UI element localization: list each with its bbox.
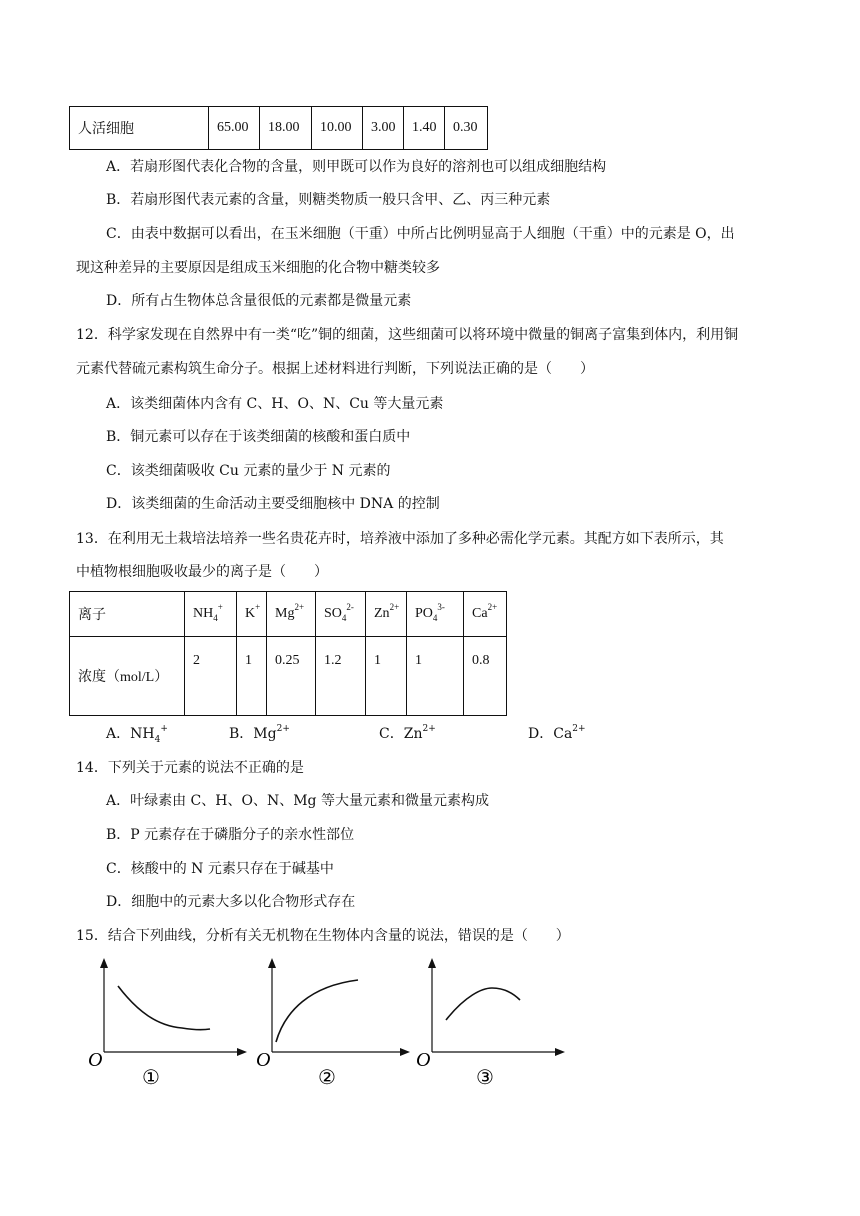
- table-cell: 65.00: [209, 107, 260, 150]
- ion-cell: $SO_4^{2-}$: [316, 592, 366, 637]
- origin-label: O: [256, 1049, 271, 1071]
- origin-label: O: [416, 1049, 431, 1071]
- q12-option-c: C．该类细菌吸收 Cu 元素的量少于 N 元素的: [106, 463, 391, 479]
- q14-option-d: D．细胞中的元素大多以化合物形式存在: [106, 894, 356, 910]
- ion-cell: $Zn^{2+}$: [366, 592, 407, 637]
- q13-stem-cont: 中植物根细胞吸收最少的离子是（ ）: [76, 564, 328, 580]
- graph-rise-then-fall: [410, 956, 580, 1086]
- q14-option-b: B．P 元素存在于磷脂分子的亲水性部位: [106, 827, 355, 843]
- graph-increasing: [250, 956, 420, 1086]
- concentration-cell: 1.2: [316, 637, 366, 716]
- table-cell: 1.40: [404, 107, 445, 150]
- concentration-cell: 1: [366, 637, 407, 716]
- q14-stem: 14．下列关于元素的说法不正确的是: [76, 760, 304, 776]
- ion-cell: $Mg^{2+}$: [267, 592, 316, 637]
- concentration-cell: 0.8: [464, 637, 507, 716]
- q11-option-c: C．由表中数据可以看出，在玉米细胞（干重）中所占比例明显高于人细胞（干重）中的元素是 O，出: [106, 226, 735, 242]
- q13-stem: 13．在利用无土栽培法培养一些名贵花卉时，培养液中添加了多种必需化学元素。其配方如下表所示，其: [76, 531, 724, 547]
- q12-option-d: D．该类细菌的生命活动主要受细胞核中 DNA 的控制: [106, 496, 440, 512]
- q12-option-a: A．该类细菌体内含有 C、H、O、N、Cu 等大量元素: [106, 396, 444, 412]
- q12-stem-cont: 元素代替硫元素构筑生命分子。根据上述材料进行判断，下列说法正确的是（ ）: [76, 361, 594, 377]
- q15-stem: 15．结合下列曲线，分析有关无机物在生物体内含量的说法，错误的是（ ）: [76, 928, 570, 944]
- q13-option-b: B．$Mg^{2+}$: [229, 724, 290, 742]
- concentration-cell: 1: [407, 637, 464, 716]
- q11-option-d: D．所有占生物体总含量很低的元素都是微量元素: [106, 293, 412, 309]
- q13-option-d: D．$Ca^{2+}$: [528, 724, 586, 742]
- graph-caption: ②: [318, 1065, 336, 1086]
- graph-decreasing: [82, 956, 252, 1086]
- graph-caption: ③: [476, 1065, 494, 1086]
- ion-cell: $PO_4^{3-}$: [407, 592, 464, 637]
- ion-cell: $NH_4^+$: [185, 592, 237, 637]
- ion-cell: $Ca^{2+}$: [464, 592, 507, 637]
- q12-option-b: B．铜元素可以存在于该类细菌的核酸和蛋白质中: [106, 429, 411, 445]
- q11-option-b: B．若扇形图代表元素的含量，则糖类物质一般只含甲、乙、丙三种元素: [106, 192, 551, 208]
- table-row-label: 浓度（mol/L）: [70, 637, 185, 716]
- q11-option-c-cont: 现这种差异的主要原因是组成玉米细胞的化合物中糖类较多: [76, 260, 440, 276]
- element-content-table: [69, 106, 488, 150]
- q11-option-a: A．若扇形图代表化合物的含量，则甲既可以作为良好的溶剂也可以组成细胞结构: [106, 159, 607, 175]
- ion-cell: K+: [237, 592, 267, 637]
- q14-option-c: C．核酸中的 N 元素只存在于碱基中: [106, 861, 334, 877]
- concentration-cell: 1: [237, 637, 267, 716]
- q12-stem: 12．科学家发现在自然界中有一类“吃”铜的细菌，这些细菌可以将环境中微量的铜离子富集到体内，利用铜: [76, 327, 739, 343]
- table-cell: 0.30: [445, 107, 488, 150]
- graph-caption: ①: [142, 1065, 160, 1086]
- concentration-cell: 0.25: [267, 637, 316, 716]
- q13-option-c: C．$Zn^{2+}$: [379, 724, 436, 742]
- table-row-label: 人活细胞: [70, 107, 209, 150]
- concentration-cell: 2: [185, 637, 237, 716]
- origin-label: O: [88, 1049, 103, 1071]
- nutrient-solution-table: [69, 591, 507, 716]
- table-cell: 3.00: [363, 107, 404, 150]
- table-cell: 18.00: [260, 107, 312, 150]
- q13-option-a: A．$NH_4^+$: [106, 724, 168, 745]
- table-row-label: 离子: [70, 592, 185, 637]
- q14-option-a: A．叶绿素由 C、H、O、N、Mg 等大量元素和微量元素构成: [106, 793, 489, 809]
- table-cell: 10.00: [312, 107, 363, 150]
